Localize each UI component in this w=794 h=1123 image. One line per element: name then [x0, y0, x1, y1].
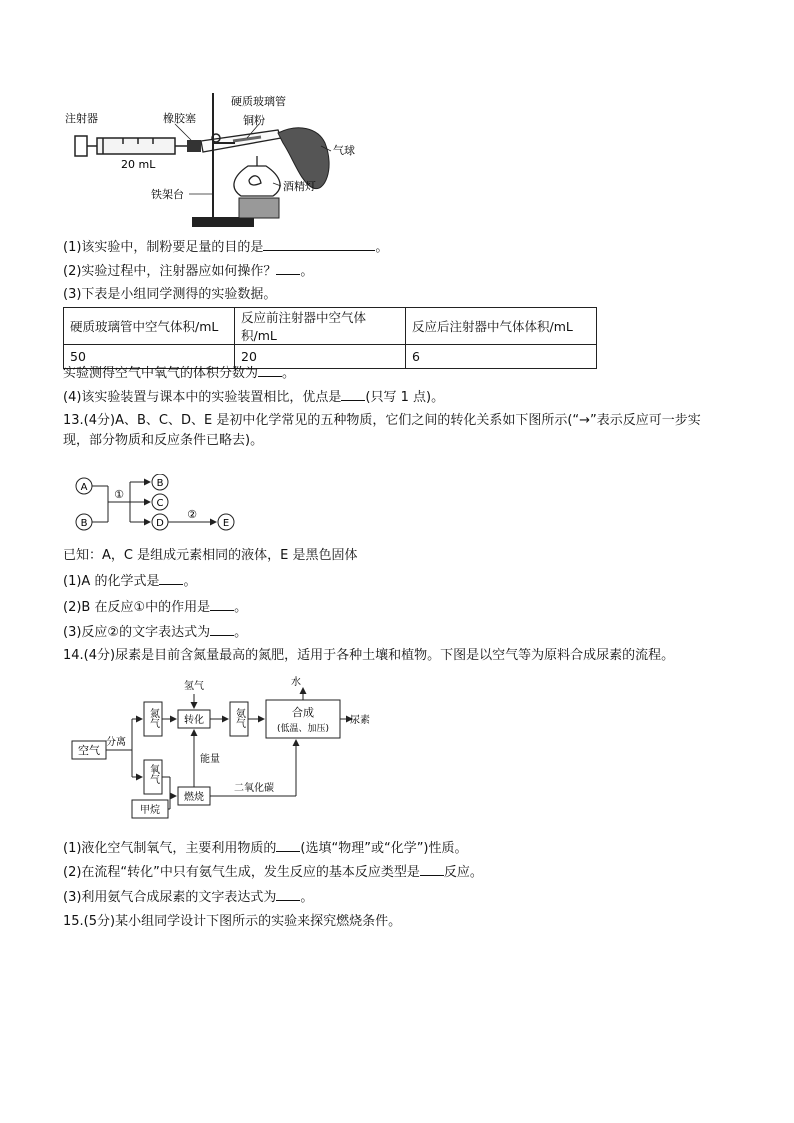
flow-co2: 二氧化碳	[234, 783, 274, 794]
answer-blank[interactable]	[276, 888, 300, 901]
q13-part2-end: 。	[234, 600, 248, 615]
q12-part4-text: (4)该实验装置与课本中的实验装置相比，优点是	[63, 390, 342, 405]
q13-known: 已知：A，C 是组成元素相同的液体，E 是黑色固体	[63, 548, 358, 563]
flow-convert: 转化	[184, 715, 204, 726]
flow-separate: 分离	[106, 737, 126, 748]
q13-part2-text: (2)B 在反应①中的作用是	[63, 600, 211, 615]
answer-blank[interactable]	[263, 238, 375, 251]
flow-energy: 能量	[200, 754, 220, 765]
q14-part1-end: (选填“物理”或“化学”)性质。	[300, 841, 468, 856]
q13-part1-text: (1)A 的化学式是	[63, 574, 160, 589]
node-B: B	[156, 478, 164, 489]
q12-part3: (3)下表是小组同学测得的实验数据。	[63, 287, 277, 302]
table-cell: 20	[235, 345, 406, 369]
q12-part1	[63, 238, 388, 257]
flow-air: 空气	[78, 744, 100, 757]
answer-blank[interactable]	[258, 364, 282, 377]
answer-blank[interactable]	[341, 388, 365, 401]
label-copper: 铜粉	[243, 114, 265, 127]
q13-part2	[63, 598, 247, 617]
apparatus-figure	[63, 88, 363, 230]
syringe-drawing	[75, 136, 187, 156]
answer-blank[interactable]	[210, 623, 234, 636]
q14-part3-text: (3)利用氨气合成尿素的文字表达式为	[63, 890, 277, 905]
q14-part3-end: 。	[300, 890, 314, 905]
answer-blank[interactable]	[420, 863, 444, 876]
answer-blank[interactable]	[276, 839, 300, 852]
q13-part3	[63, 623, 247, 642]
lamp-base	[239, 198, 279, 218]
q13-stem: 13.(4分)A、B、C、D、E 是初中化学常见的五种物质，它们之间的转化关系如下图所示(“→”表示反应可一步实现，部分物质和反应条件已略去)。	[63, 413, 701, 448]
q12-result-text: 实验测得空气中氧气的体积分数为	[63, 366, 259, 381]
flow-urea: 尿素	[350, 715, 370, 726]
q15-stem: 15.(5分)某小组同学设计下图所示的实验来探究燃烧条件。	[63, 914, 402, 929]
alcohol-lamp	[234, 156, 280, 196]
q14-flowchart	[70, 674, 370, 824]
flow-ammonia: 氨气	[233, 708, 245, 728]
flow-methane: 甲烷	[140, 805, 160, 816]
q12-result-end: 。	[282, 366, 296, 381]
q14-part2	[63, 863, 483, 882]
data-table	[63, 307, 597, 369]
q14-part2-end: 反应。	[443, 865, 483, 880]
node-B-input: B	[80, 518, 88, 529]
node-C: C	[156, 498, 164, 509]
table-cell: 50	[64, 345, 235, 369]
label-lamp: 酒精灯	[283, 180, 316, 193]
q14-part1-text: (1)液化空气制氧气，主要利用物质的	[63, 841, 277, 856]
q12-part2-end: 。	[300, 264, 314, 279]
table-header-row	[64, 308, 597, 345]
q12-part4-end: (只写 1 点)。	[365, 390, 445, 405]
q12-part2	[63, 262, 313, 281]
flow-nitrogen: 氮气	[147, 708, 159, 728]
q12-part4	[63, 388, 444, 407]
table-header-cell: 反应后注射器中气体体积/mL	[406, 308, 597, 345]
q13-part1	[63, 572, 196, 591]
label-stand: 铁架台	[151, 188, 184, 201]
label-stopper: 橡胶塞	[163, 112, 196, 125]
label-tube: 硬质玻璃管	[231, 95, 286, 108]
node-A: A	[80, 482, 88, 493]
label-balloon: 气球	[333, 144, 355, 157]
answer-blank[interactable]	[276, 262, 300, 275]
table-header-cell: 反应前注射器中空气体积/mL	[235, 308, 406, 345]
q12-part2-text: (2)实验过程中，注射器应如何操作？	[63, 264, 277, 279]
label-volume: 20 mL	[121, 158, 156, 171]
q12-result	[63, 364, 295, 383]
q14-part2-text: (2)在流程“转化”中只有氨气生成，发生反应的基本反应类型是	[63, 865, 420, 880]
q14-stem: 14.(4分)尿素是目前含氮量最高的氮肥，适用于各种土壤和植物。下图是以空气等为原料合成尿素的流程。	[63, 648, 675, 663]
node-E: E	[222, 518, 230, 529]
flow-oxygen: 氧气	[147, 764, 159, 784]
flow-hydrogen: 氢气	[184, 681, 204, 692]
rubber-stopper	[187, 140, 201, 152]
table-header-cell: 硬质玻璃管中空气体积/mL	[64, 308, 235, 345]
flow-synthesis-condition: (低温、加压)	[276, 724, 330, 734]
q13-part3-end: 。	[234, 625, 248, 640]
flow-water: 水	[291, 677, 301, 688]
q13-part3-text: (3)反应②的文字表达式为	[63, 625, 211, 640]
reaction-1-label: ①	[114, 488, 124, 501]
q13-part1-end: 。	[183, 574, 197, 589]
reaction-2-label: ②	[187, 508, 197, 521]
node-D: D	[156, 518, 164, 529]
label-syringe: 注射器	[65, 112, 98, 125]
flow-synthesis: 合成	[292, 706, 314, 719]
q14-part3	[63, 888, 313, 907]
q14-part1	[63, 839, 468, 858]
table-cell: 6	[406, 345, 597, 369]
answer-blank[interactable]	[210, 598, 234, 611]
q13-diagram	[68, 474, 248, 534]
flow-burn: 燃烧	[184, 792, 204, 803]
answer-blank[interactable]	[159, 572, 183, 585]
q12-part1-text: (1)该实验中，制粉要足量的目的是	[63, 240, 264, 255]
q12-part1-end: 。	[375, 240, 389, 255]
